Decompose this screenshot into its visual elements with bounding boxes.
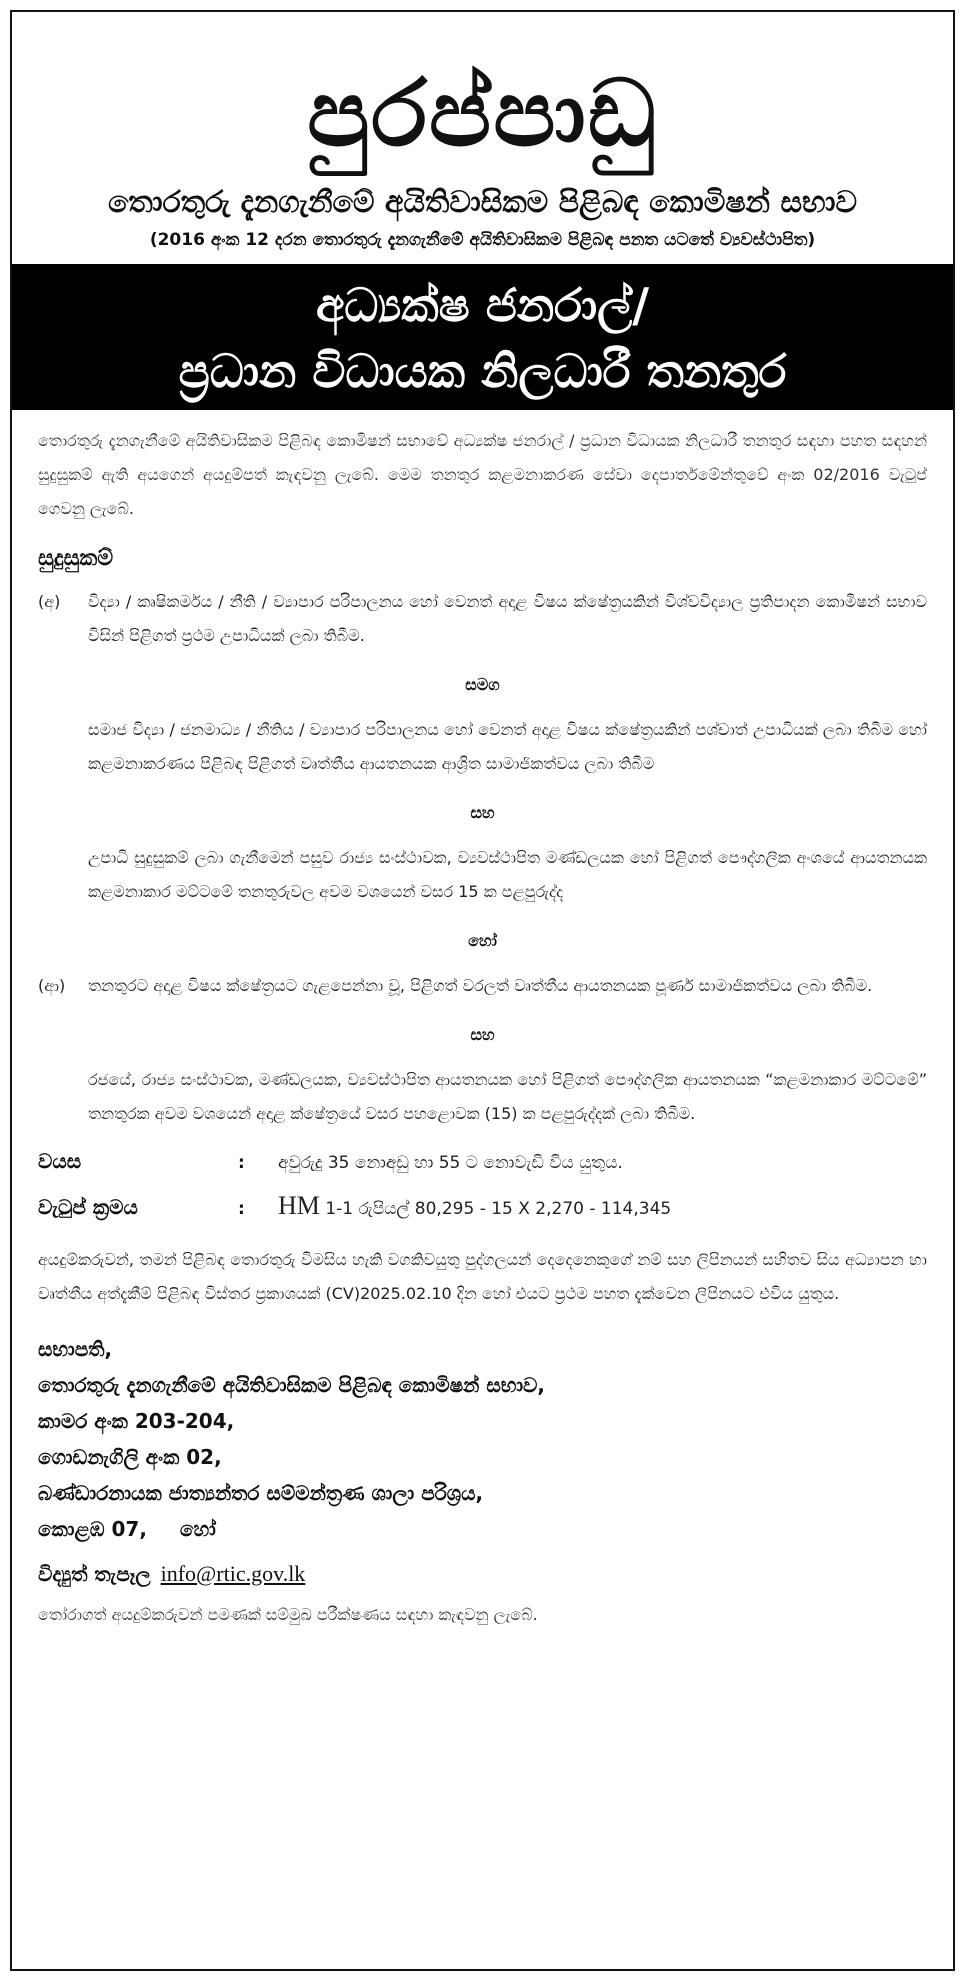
intro-paragraph: තොරතුරු දැනගැනීමේ අයිතිවාසිකම පිළිබඳ කොමිෂන් සභාවේ අධ්‍යක්ෂ ජනරාල් / ප්‍රධාන විධායක නිලධාරී තනතුර සඳහා පහත සඳහන් සුදුසුකම් ඇති අයගෙන් අයදුම්පත් කැඳවනු ලැබේ. මෙම තනතුර කළමනාකරණ සේවා දෙපාර්තමේන්තුවේ අංක 02/2016 වැටුප් ගෙවනු ලැබේ. xyxy=(38,430,927,518)
qualification-a-paragraph-3: උපාධි සුදුසුකම් ලබා ගැනීමෙන් පසුව රාජ්‍ය සංස්ථාවක, ව්‍යවස්ථාපිත මණ්ඩලයක හෝ පිළිගත් පෞද්ගලික අංශයේ ආයතනයක කළමනාකාර මට්ටමේ තනතුරුවල අවම වශයෙන් වසර 15 ක පළපුරුද්ද xyxy=(88,847,927,901)
conjunction-3: හෝ xyxy=(468,930,497,950)
salary-value: 1-1 රුපියල් 80,295 - 15 X 2,270 - 114,345 xyxy=(325,1198,672,1219)
qualification-b-text: තනතුරට අදාළ විෂය ක්ෂේත්‍රයට ගැළපෙන්නා වූ, පිළිගත් වරලත් වෘත්තීය ආයතනයක පූර්ණ සාමාජිකත්වය ලබා තිබීම. xyxy=(88,975,873,995)
qualification-a-mark: (අ) xyxy=(38,591,61,611)
email-label: විද්‍යුත් තැපෑල xyxy=(38,1561,151,1586)
qualification-a xyxy=(38,585,927,653)
qualification-a-paragraph-2: සමාජ විද්‍යා / ජනමාධ්‍ය / නීතිය / ව්‍යාපාර පරිපාලනය හෝ වෙනත් අදාළ විෂය ක්ෂේත්‍රයකින් පශ්චාත් උපාධියක් ලබා තිබීම හෝ කළමනාකරණය පිළිබඳ පිළිගත් වෘත්තීය ආයතනයක ආශ්‍රිත සාමාජිකත්වය ලබා තිබීම xyxy=(88,719,927,773)
age-row xyxy=(38,1149,927,1173)
age-label: වයස xyxy=(38,1148,82,1173)
address-line-6: කොළඹ 07, xyxy=(38,1516,147,1541)
age-colon: : xyxy=(238,1152,245,1173)
qualification-b-paragraph-2: රජයේ, රාජ්‍ය සංස්ථාවක, මණ්ඩලයක, ව්‍යවස්ථාපිත ආයතනයක හෝ පිළිගත් පෞද්ගලික ආයතනයක “කළමනාකාර මට්ටමේ” තනතුරක අවම වශයෙන් අදාළ ක්ෂේත්‍රයේ වසර පහළොවක (15) ක පළපුරුද්දක් ලබා තිබීම. xyxy=(88,1069,927,1123)
conjunction-4: සහ xyxy=(470,1024,495,1044)
email-row xyxy=(38,1561,927,1587)
qualification-b-mark: (ආ) xyxy=(38,975,66,995)
address-line-3: කාමර අංක 203-204, xyxy=(38,1408,235,1433)
advertisement-frame xyxy=(10,10,955,1971)
address-line-6-wrap xyxy=(38,1511,927,1547)
qualifications-heading: සුදුසුකම් xyxy=(38,545,114,571)
position-banner xyxy=(12,264,953,410)
send-instructions: අයදුම්කරුවන්, තමන් පිළිබඳ තොරතුරු විමසිය හැකි වගකිවයුතු පුද්ගලයන් දෙදෙනෙකුගේ නම් සහ ලිපිනයන් සහිතව සිය අධ්‍යාපන හා වෘත්තීය අත්දැකීම් පිළිබඳ විස්තර ප්‍රකාශයක් (CV)2025.02.10 දින හෝ එයට ප්‍රථම පහත දැක්වෙන ලිපිනයට එවිය යුතුය. xyxy=(38,1249,927,1303)
banner-line-2: ප්‍රධාන විධායක නිලධාරී තනතුර xyxy=(178,343,787,398)
legal-note: (2016 අංක 12 දරන තොරතුරු දැනගැනීමේ අයිතිවාසිකම පිළිබඳ පනත යටතේ ව්‍යවස්ථාපිත) xyxy=(149,229,816,250)
banner-line-1: අධ්‍යක්ෂ ජනරාල්/ xyxy=(315,277,650,332)
address-line-2: තොරතුරු දැනගැනීමේ අයිතිවාසිකම පිළිබඳ කොමිෂන් සභාව, xyxy=(38,1372,546,1397)
conjunction-1: සමග xyxy=(465,674,500,694)
organization-name: තොරතුරු දැනගැනීමේ අයිතිවාසිකම පිළිබඳ කොමිෂන් සභාව xyxy=(107,184,858,220)
address-or: හෝ xyxy=(179,1516,216,1541)
address-line-5: බණ්ඩාරනායක ජාත්‍යන්තර සම්මන්ත්‍රණ ශාලා පරිශ්‍රය, xyxy=(38,1480,484,1505)
salary-code: HM xyxy=(278,1190,320,1220)
address-line-4: ගොඩනැගිලි අංක 02, xyxy=(38,1444,222,1469)
conjunction-2: සහ xyxy=(470,802,495,822)
page-title: පුරප්පාඩු xyxy=(307,60,658,167)
salary-colon: : xyxy=(238,1198,245,1219)
address-line-1: සභාපති, xyxy=(38,1336,113,1361)
qualification-a-text: විද්‍යා / කෘෂිකර්මය / නීති / ව්‍යාපාර පරිපාලනය හෝ වෙනත් අදාළ විෂය ක්ෂේත්‍රයකින් විශ්වවිද්‍යාල ප්‍රතිපාදන කොමිෂන් සභාව විසින් පිළිගත් ප්‍රථම උපාධියක් ලබා තිබීම. xyxy=(88,591,927,645)
qualification-b xyxy=(38,969,927,1003)
email-link[interactable]: info@rtic.gov.lk xyxy=(160,1560,306,1586)
shortlist-note: තෝරාගත් අයදුම්කරුවන් පමණක් සම්මුඛ පරීක්ෂණය සඳහා කැඳවනු ලැබේ. xyxy=(38,1604,538,1624)
salary-row xyxy=(38,1191,927,1221)
salary-value-wrap xyxy=(278,1191,927,1221)
salary-label: වැටුප් ක්‍රමය xyxy=(38,1194,138,1219)
age-value: අවුරුදු 35 නොඅඩු හා 55 ට නොවැඩි විය යුතුය. xyxy=(278,1152,623,1173)
postal-address xyxy=(38,1331,927,1547)
